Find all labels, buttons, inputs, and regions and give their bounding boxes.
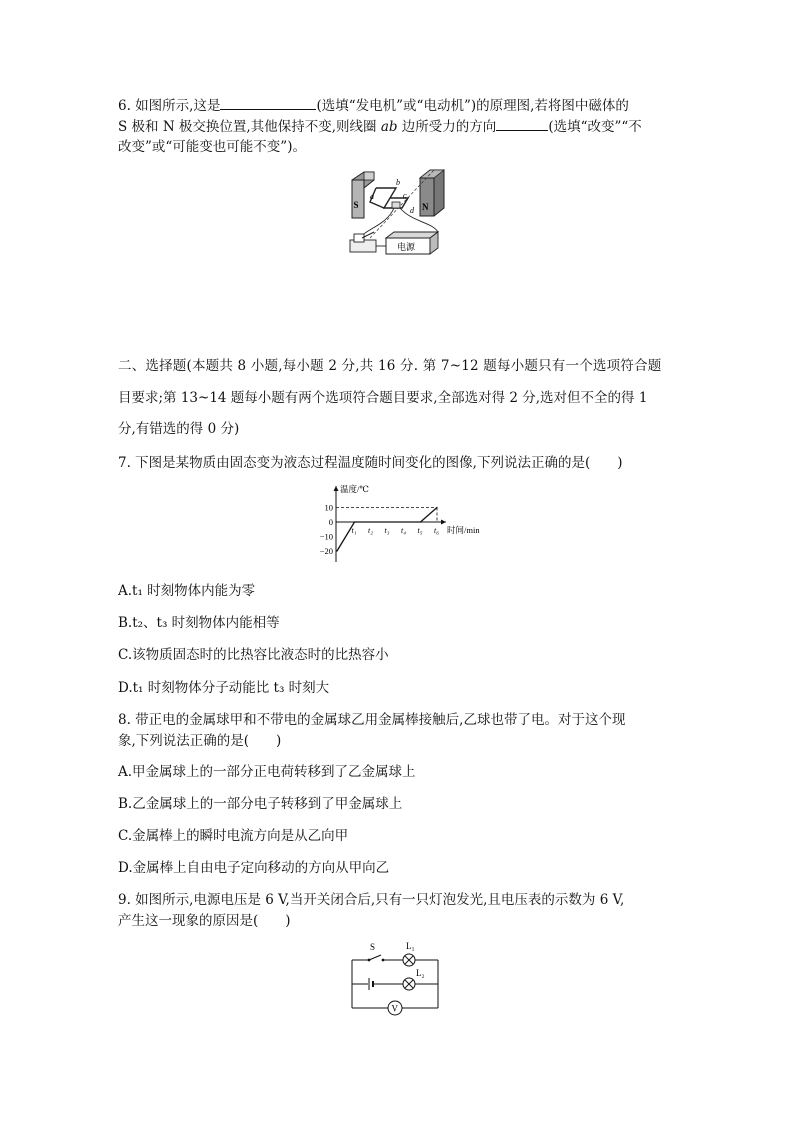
n-pole-label: N (422, 202, 429, 212)
x-tick-label: t₂ (368, 526, 374, 535)
switch-s (369, 955, 381, 960)
x-tick-label: t₅ (417, 526, 423, 535)
switch-label: S (370, 942, 376, 952)
y-axis-label: 温度/℃ (340, 484, 369, 494)
coil-b-label: b (396, 178, 400, 187)
lamp-l1-label: L₁ (406, 941, 415, 951)
section2-line-2: 目要求;第 13~14 题每小题有两个选项符合题目要求,全部选对得 2 分,选对但不全的得 1 (118, 390, 648, 406)
x-tick-label: t₃ (384, 526, 390, 535)
q6-blank-2[interactable] (496, 117, 548, 131)
x-tick-label: t₄ (401, 526, 407, 535)
y-tick-label: 10 (324, 502, 333, 513)
q8-option-c[interactable]: C.金属棒上的瞬时电流方向是从乙向甲 (118, 828, 349, 844)
q8-option-b[interactable]: B.乙金属球上的一部分电子转移到了甲金属球上 (118, 796, 403, 812)
voltmeter-label: V (391, 1003, 398, 1014)
q8-option-a[interactable]: A.甲金属球上的一部分正电荷转移到了乙金属球上 (118, 764, 416, 780)
x-tick-label: t₆ (434, 526, 440, 535)
q7-stem: 7. 下图是某物质由固态变为液态过程温度随时间变化的图像,下列说法正确的是( ) (118, 455, 623, 471)
q7-option-b[interactable]: B.t₂、t₃ 时刻物体内能相等 (118, 615, 280, 631)
q6-blank-1[interactable] (220, 96, 316, 110)
power-source-label: 电源 (397, 242, 416, 252)
x-tick-label: t₁ (351, 526, 357, 535)
coil-a-label: a (370, 192, 374, 201)
y-tick-label: 0 (328, 517, 333, 527)
q6-line-3: 改变”或“可能变也可能不变”)。 (118, 139, 306, 155)
q7-option-d[interactable]: D.t₁ 时刻物体分子动能比 t₃ 时刻大 (118, 680, 330, 696)
data-point (354, 521, 355, 522)
circuit-diagram (346, 938, 450, 1018)
data-point (420, 521, 421, 522)
temperature-time-chart (306, 480, 492, 570)
q7-option-c[interactable]: C.该物质固态时的比热容比液态时的比热容小 (118, 647, 389, 663)
lamp-l2-label: L₂ (416, 968, 425, 978)
q9-line-1: 9. 如图所示,电源电压是 6 V,当开关闭合后,只有一只灯泡发光,且电压表的示数为 6 V, (118, 892, 625, 908)
y-tick-label: −10 (319, 531, 333, 542)
q6-line-1: 6. 如图所示,这是 (选填“发电机”或“电动机”)的原理图,若将图中磁体的 (118, 98, 629, 114)
s-pole-label: S (353, 200, 359, 210)
y-tick-label: −20 (319, 546, 333, 556)
coil-d-label: d (410, 206, 414, 215)
q8-option-d[interactable]: D.金属棒上自由电子定向移动的方向从甲向乙 (118, 860, 390, 876)
y-axis-arrow (334, 486, 339, 491)
q8-line-1: 8. 带正电的金属球甲和不带电的金属球乙用金属棒接触后,乙球也带了电。对于这个现 (118, 712, 626, 728)
data-point (436, 507, 437, 508)
q8-line-2: 象,下列说法正确的是( ) (118, 733, 282, 749)
coil-c-label: c (403, 191, 407, 200)
section2-line-1: 二、选择题(本题共 8 小题,每小题 2 分,共 16 分. 第 7~12 题每小题只有一个选项符合题 (118, 358, 662, 374)
q9-line-2: 产生这一现象的原因是( ) (118, 913, 291, 929)
data-point (336, 550, 337, 551)
x-axis-arrow (441, 520, 446, 525)
q7-option-a[interactable]: A.t₁ 时刻物体内能为零 (118, 583, 256, 599)
section2-line-3: 分,有错选的得 0 分) (118, 421, 240, 437)
motor-principle-figure (346, 166, 450, 260)
x-axis-label: 时间/min (447, 525, 480, 535)
q6-line-2: S 极和 N 极交换位置,其他保持不变,则线圈 ab 边所受力的方向 (选填“改变”“不 (118, 119, 642, 135)
